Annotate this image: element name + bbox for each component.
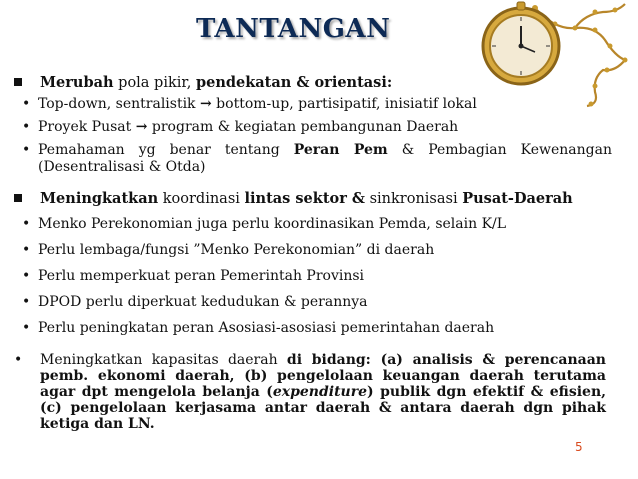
s2-text-4: sinkronisasi <box>364 191 463 207</box>
bullet-dot-icon: • <box>22 268 31 284</box>
list-item: • Perlu lembaga/fungsi ”Menko Perekonomian” di daerah <box>22 242 435 258</box>
section-1-sublist <box>12 96 612 176</box>
list-item: • Perlu memperkuat peran Pemerintah Provinsi <box>22 268 365 284</box>
s3-text-2: di bidang: (a) analisis & perencanaan pemb. ekonomi daerah, (b) pengelolaan keuangan daerah terutama agar dpt mengelola belanja ( <box>40 352 606 400</box>
s3-text-3: expenditure <box>272 384 368 400</box>
list-item: • DPOD perlu diperkuat kedudukan & perannya <box>22 294 368 310</box>
list-item: • Pemahaman yg benar tentang Peran Pem & Pembagian Kewenangan (Desentralisasi & Otda) <box>22 142 612 175</box>
s3-text-1: Meningkatkan kapasitas daerah <box>40 352 287 368</box>
s1-text-2: pola pikir, <box>113 75 196 91</box>
bullet-dot-icon: • <box>22 216 31 232</box>
list-item: • Proyek Pusat → program & kegiatan pembangunan Daerah <box>22 119 459 135</box>
square-bullet-icon <box>14 78 22 86</box>
bullet-dot-icon: • <box>22 242 31 258</box>
bullet-dot-icon: • <box>22 119 31 135</box>
bullet-dot-icon: • <box>14 352 23 368</box>
bullet-section-2 <box>12 190 612 208</box>
s3-text-4: ) publik dgn efektif & efisien, (c) pengelolaan kerjasama antar daerah & antara daerah dgn pihak ketiga dan LN. <box>40 384 606 432</box>
bullet-section-1 <box>12 74 612 92</box>
slide-content <box>12 74 612 432</box>
slide-title: TANTANGAN <box>196 14 391 44</box>
section-2-sublist <box>12 216 612 337</box>
bullet-dot-icon: • <box>22 294 31 310</box>
list-item: • Menko Perekonomian juga perlu koordinasikan Pemda, selain K/L <box>22 216 507 232</box>
s2-text-5: Pusat-Daerah <box>462 190 573 207</box>
s2-text-3: lintas sektor & <box>244 190 365 207</box>
list-item: • Perlu peningkatan peran Asosiasi-asosiasi pemerintahan daerah <box>22 320 495 336</box>
s2-text-1: Meningkatkan <box>40 190 159 207</box>
bullet-dot-icon: • <box>22 142 31 158</box>
bullet-dot-icon: • <box>22 320 31 336</box>
page-number: 5 <box>575 440 583 454</box>
arrow-icon: → <box>200 96 212 112</box>
s2-text-2: koordinasi <box>158 191 245 207</box>
bullet-section-3 <box>12 352 606 432</box>
arrow-icon: → <box>135 119 148 135</box>
s1-text-1: Merubah <box>40 74 114 91</box>
s1-text-3: pendekatan & orientasi: <box>195 74 393 91</box>
list-item: • Top-down, sentralistik → bottom-up, partisipatif, inisiatif lokal <box>22 96 477 112</box>
square-bullet-icon <box>14 194 22 202</box>
bullet-dot-icon: • <box>22 96 31 112</box>
